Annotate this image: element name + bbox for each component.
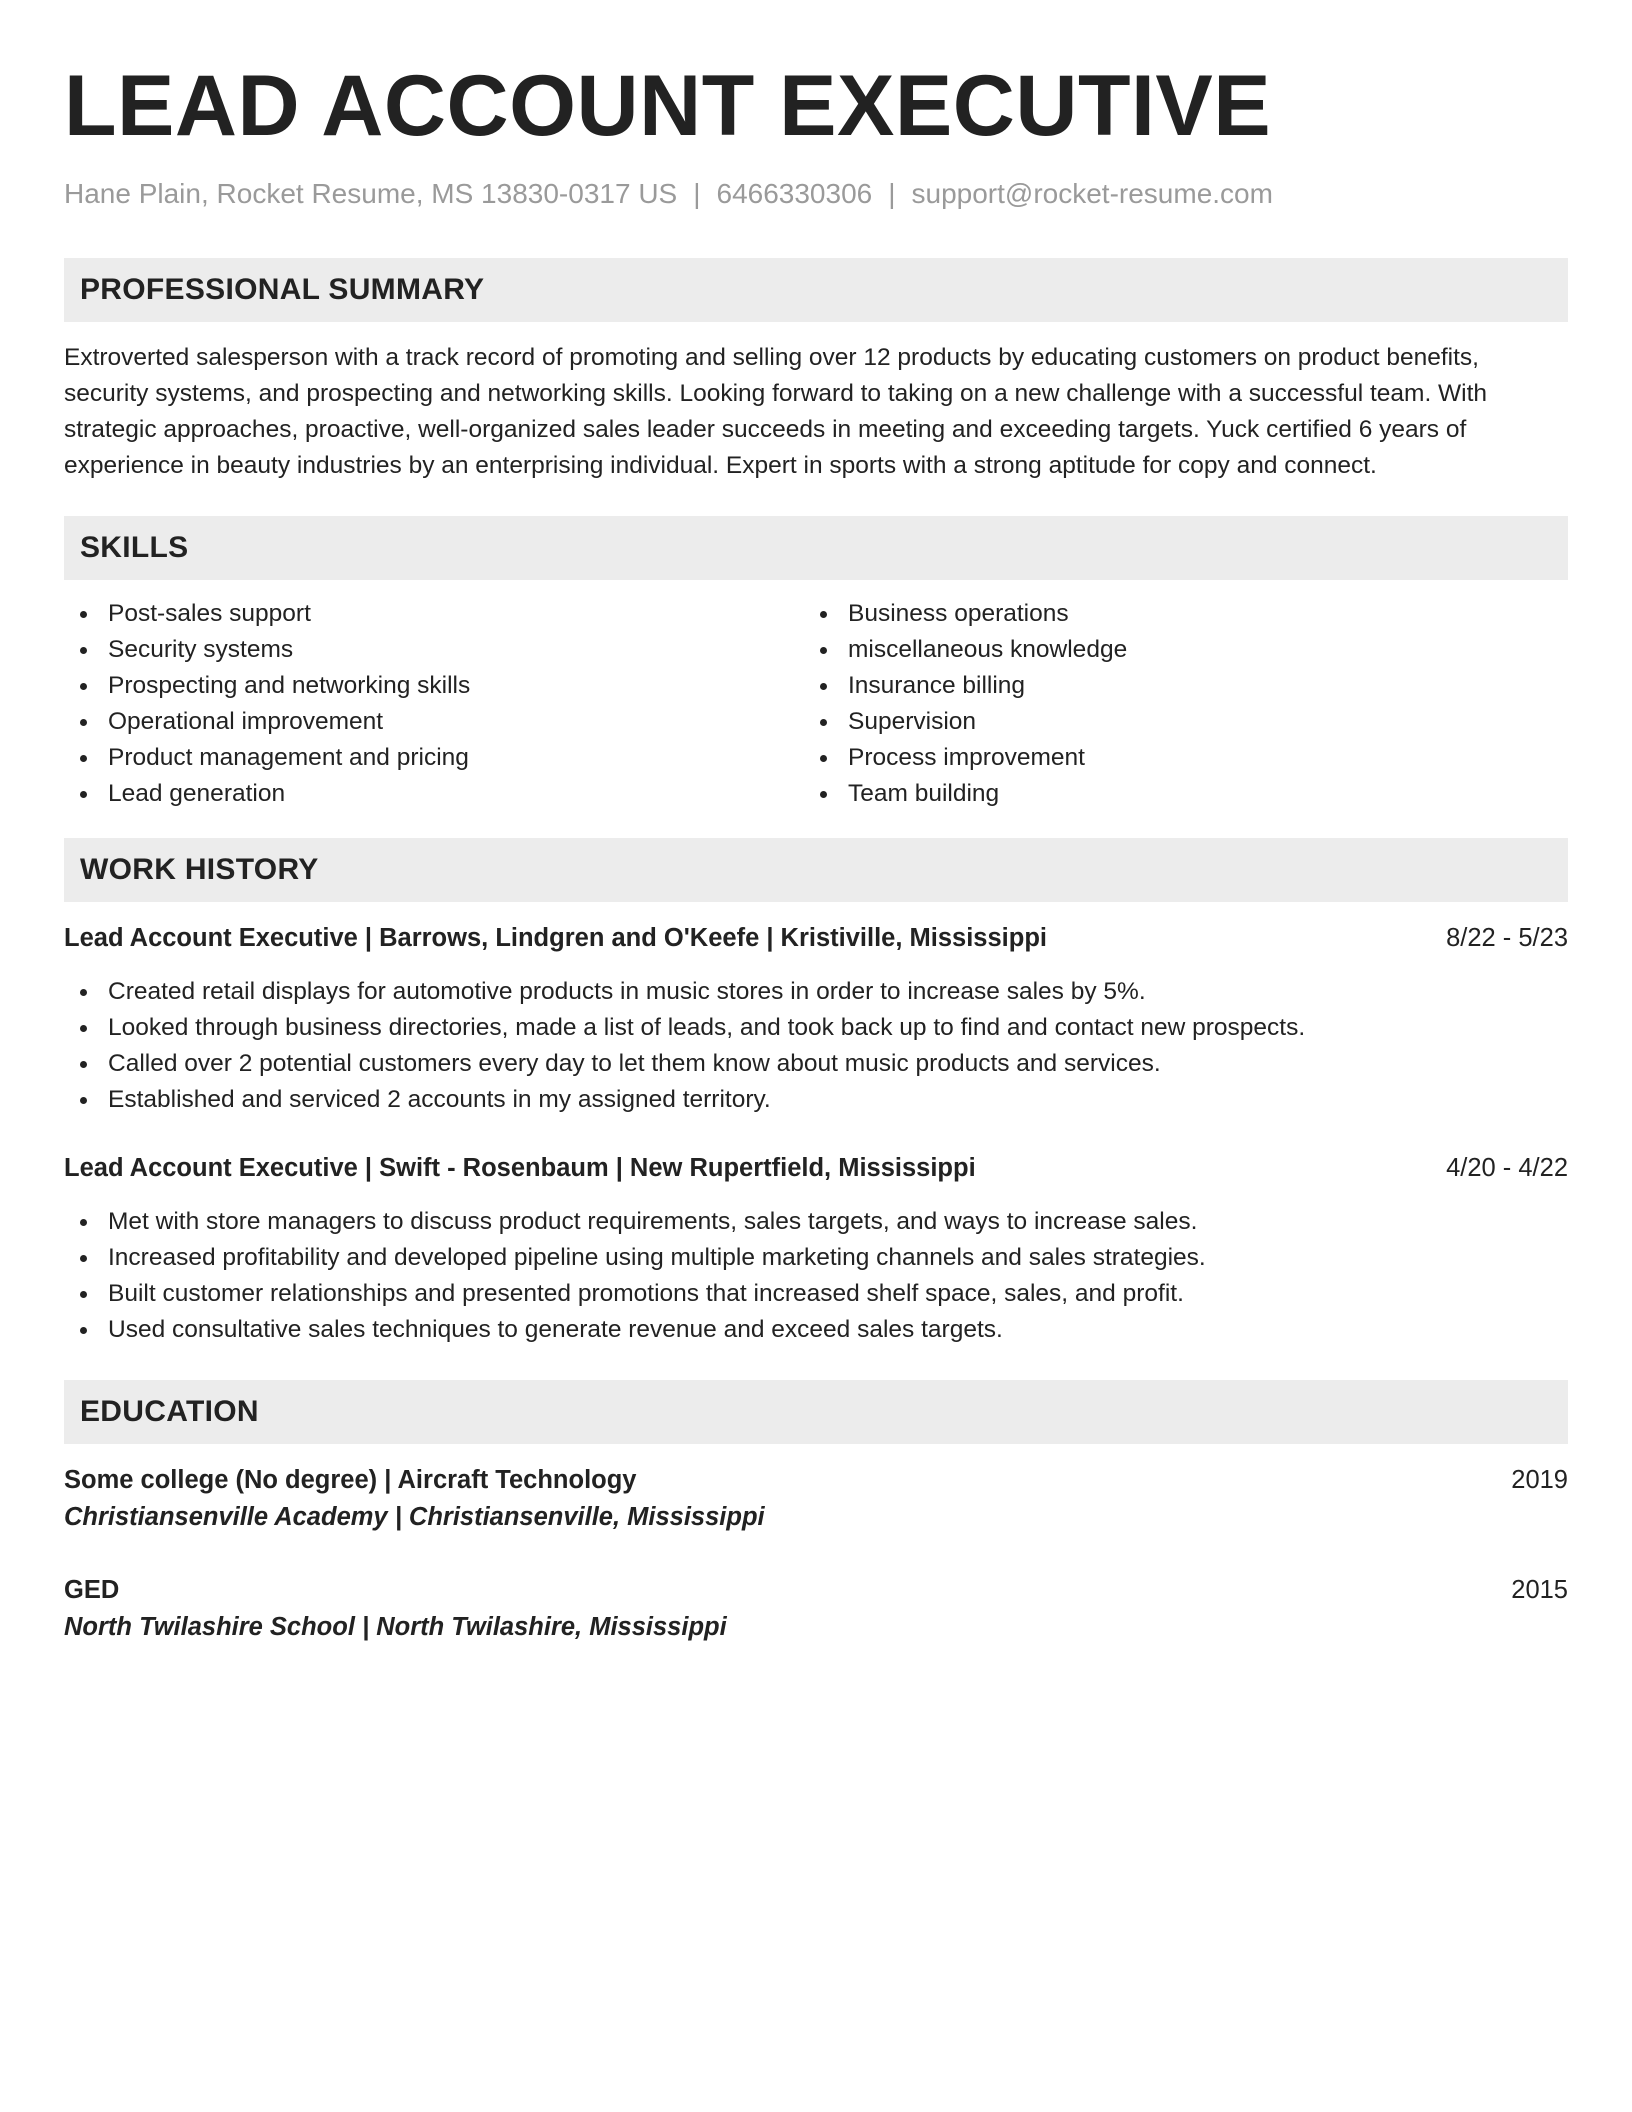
job-dates: 8/22 - 5/23 bbox=[1446, 924, 1568, 952]
education-degree: GED bbox=[64, 1576, 120, 1604]
skill-item: Post-sales support bbox=[64, 596, 804, 632]
job-bullet: Increased profitability and developed pipeline using multiple marketing channels and sales strategies. bbox=[64, 1240, 1568, 1276]
job-entry bbox=[64, 920, 1568, 1118]
contact-address: Hane Plain, Rocket Resume, MS 13830-0317 US bbox=[64, 178, 678, 209]
education-degree: Some college (No degree) | Aircraft Technology bbox=[64, 1466, 637, 1494]
job-bullet: Called over 2 potential customers every day to let them know about music products and services. bbox=[64, 1046, 1568, 1082]
education-year: 2015 bbox=[1511, 1576, 1568, 1604]
job-title-row bbox=[64, 920, 1568, 956]
job-bullets bbox=[64, 974, 1568, 1118]
skill-item: Security systems bbox=[64, 632, 804, 668]
job-dates: 4/20 - 4/22 bbox=[1446, 1154, 1568, 1182]
contact-separator: | bbox=[693, 178, 701, 209]
section-header-education: EDUCATION bbox=[64, 1380, 1568, 1444]
skill-item: Product management and pricing bbox=[64, 740, 804, 776]
section-header-summary: PROFESSIONAL SUMMARY bbox=[64, 258, 1568, 322]
summary-text: Extroverted salesperson with a track record of promoting and selling over 12 products by educating customers on product benefits, security systems, and prospecting and networking skills. Looking forward to taking on a new challenge with a successful team. With strategic approaches, proactive, well-organized sales leader succeeds in meeting and exceeding targets. Yuck certified 6 years of experience in beauty industries by an enterprising individual. Expert in sports with a strong aptitude for copy and connect. bbox=[64, 344, 1488, 479]
education-school: Christiansenville Academy | Christiansenville, Mississippi bbox=[64, 1503, 765, 1531]
education-entry bbox=[64, 1462, 1568, 1536]
skill-item: Process improvement bbox=[804, 740, 1544, 776]
skill-item: Insurance billing bbox=[804, 668, 1544, 704]
skill-item: Supervision bbox=[804, 704, 1544, 740]
education-row bbox=[64, 1572, 1568, 1608]
education-row bbox=[64, 1462, 1568, 1498]
skills-column-left bbox=[64, 596, 804, 812]
section-header-skills: SKILLS bbox=[64, 516, 1568, 580]
job-bullet: Established and serviced 2 accounts in my assigned territory. bbox=[64, 1082, 1568, 1118]
skill-item: Prospecting and networking skills bbox=[64, 668, 804, 704]
education-year: 2019 bbox=[1511, 1466, 1568, 1494]
job-title-row bbox=[64, 1150, 1568, 1186]
contact-phone: 6466330306 bbox=[716, 178, 873, 209]
education-entry bbox=[64, 1572, 1568, 1646]
job-bullet: Used consultative sales techniques to generate revenue and exceed sales targets. bbox=[64, 1312, 1568, 1348]
skill-item: Business operations bbox=[804, 596, 1544, 632]
education-school: North Twilashire School | North Twilashire, Mississippi bbox=[64, 1613, 727, 1641]
job-bullet: Created retail displays for automotive products in music stores in order to increase sales by 5%. bbox=[64, 974, 1568, 1010]
contact-email: support@rocket-resume.com bbox=[911, 178, 1273, 209]
skills-list bbox=[64, 596, 1568, 812]
job-bullet: Looked through business directories, made a list of leads, and took back up to find and contact new prospects. bbox=[64, 1010, 1568, 1046]
skills-column-right bbox=[804, 596, 1544, 812]
job-bullets bbox=[64, 1204, 1568, 1348]
job-entry bbox=[64, 1150, 1568, 1348]
contact-line bbox=[64, 176, 1568, 212]
section-header-work-history: WORK HISTORY bbox=[64, 838, 1568, 902]
skill-item: Team building bbox=[804, 776, 1544, 812]
job-bullet: Built customer relationships and presented promotions that increased shelf space, sales, and profit. bbox=[64, 1276, 1568, 1312]
job-title: Lead Account Executive | Barrows, Lindgren and O'Keefe | Kristiville, Mississippi bbox=[64, 924, 1047, 952]
skill-item: Lead generation bbox=[64, 776, 804, 812]
skill-item: Operational improvement bbox=[64, 704, 804, 740]
skill-item: miscellaneous knowledge bbox=[804, 632, 1544, 668]
contact-separator: | bbox=[888, 178, 896, 209]
resume-title: LEAD ACCOUNT EXECUTIVE bbox=[64, 58, 1272, 154]
job-bullet: Met with store managers to discuss product requirements, sales targets, and ways to increase sales. bbox=[64, 1204, 1568, 1240]
job-title: Lead Account Executive | Swift - Rosenbaum | New Rupertfield, Mississippi bbox=[64, 1154, 976, 1182]
